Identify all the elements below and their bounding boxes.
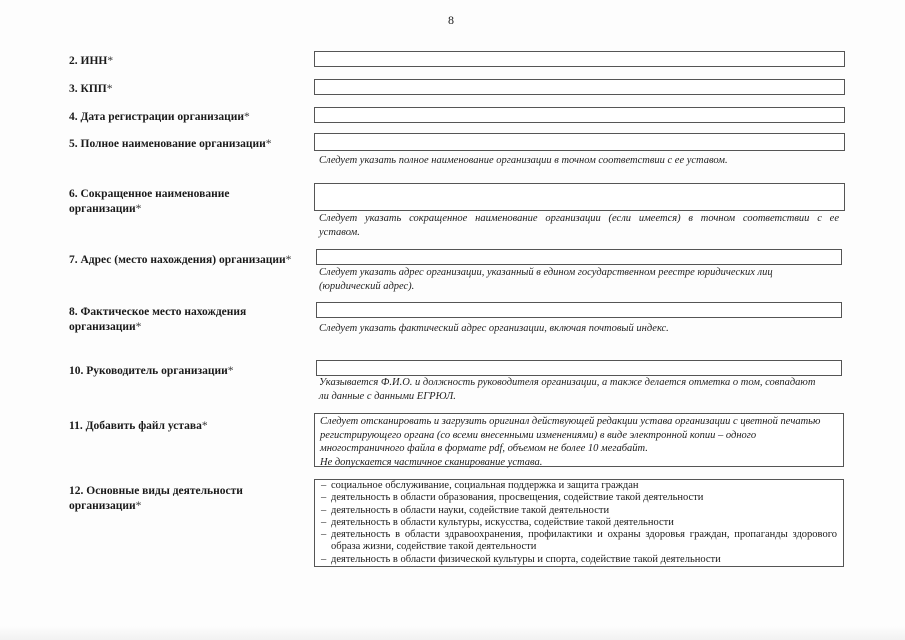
legal-address-label: 7. Адрес (место нахождения) организации* <box>69 254 292 266</box>
head-hint: Указывается Ф.И.О. и должность руководителя организации, а также делается отметка о том, совпадают ли данные с данными ЕГРЮЛ. <box>319 377 816 402</box>
full-name-hint: Следует указать полное наименование организации в точном соответствии с ее уставом. <box>319 155 728 166</box>
page-number: 8 <box>448 13 454 27</box>
short-name-input[interactable] <box>314 183 845 211</box>
head-input[interactable] <box>316 360 842 376</box>
charter-hint-line: Следует отсканировать и загрузить оригинал действующей редакции устава организации с цветной печатью <box>320 416 821 427</box>
legal-address-hint: Следует указать адрес организации, указанный в едином государственном реестре юридических лиц (юридический адрес). <box>319 267 773 292</box>
full-name-label: 5. Полное наименование организации* <box>69 138 272 150</box>
activity-option[interactable]: – деятельность в области образования, просвещения, содействие такой деятельности <box>321 492 704 504</box>
charter-hint-line: Не допускается частичное сканирование устава. <box>320 456 543 468</box>
activity-option[interactable]: – деятельность в области здравоохранения, профилактики и охраны здоровья граждан, пропаганды здорового образа жизни, содействие такой деятельности <box>321 529 837 553</box>
activity-option[interactable]: – деятельность в области физической культуры и спорта, содействие такой деятельности <box>321 553 721 565</box>
kpp-input[interactable] <box>314 79 845 95</box>
activities-list[interactable] <box>314 479 844 567</box>
short-name-hint: Следует указать сокращенное наименование организации (если имеется) в точном соответствии с ее уставом. <box>319 213 839 238</box>
head-label: 10. Руководитель организации* <box>69 365 234 377</box>
charter-file-label: 11. Добавить файл устава* <box>69 420 208 432</box>
charter-hint-line: регистрирующего органа (со всеми внесенными изменениями) в виде электронной копии – одного <box>320 429 757 441</box>
inn-input[interactable] <box>314 51 845 67</box>
charter-hint-line: многостраничного файла в формате pdf, объемом не более 10 мегабайт. <box>320 443 648 454</box>
short-name-label: 6. Сокращенное наименование организации* <box>69 188 230 215</box>
legal-address-input[interactable] <box>316 249 842 265</box>
activity-option[interactable]: – деятельность в области культуры, искусства, содействие такой деятельности <box>321 516 674 528</box>
registration-date-input[interactable] <box>314 107 845 123</box>
registration-date-label: 4. Дата регистрации организации* <box>69 111 250 123</box>
scan-edge-shadow <box>0 626 905 640</box>
activity-option[interactable]: – деятельность в области науки, содействие такой деятельности <box>321 504 610 516</box>
charter-file-upload[interactable] <box>314 413 844 467</box>
actual-address-hint: Следует указать фактический адрес организации, включая почтовый индекс. <box>319 323 669 334</box>
actual-address-input[interactable] <box>316 302 842 318</box>
activity-option[interactable]: – социальное обслуживание, социальная поддержка и защита граждан <box>321 480 639 491</box>
actual-address-label: 8. Фактическое место нахождения организации* <box>69 306 247 333</box>
kpp-label: 3. КПП* <box>69 83 113 95</box>
inn-label: 2. ИНН* <box>69 55 114 67</box>
full-name-input[interactable] <box>314 133 845 151</box>
activities-label: 12. Основные виды деятельности организации* <box>69 485 243 512</box>
